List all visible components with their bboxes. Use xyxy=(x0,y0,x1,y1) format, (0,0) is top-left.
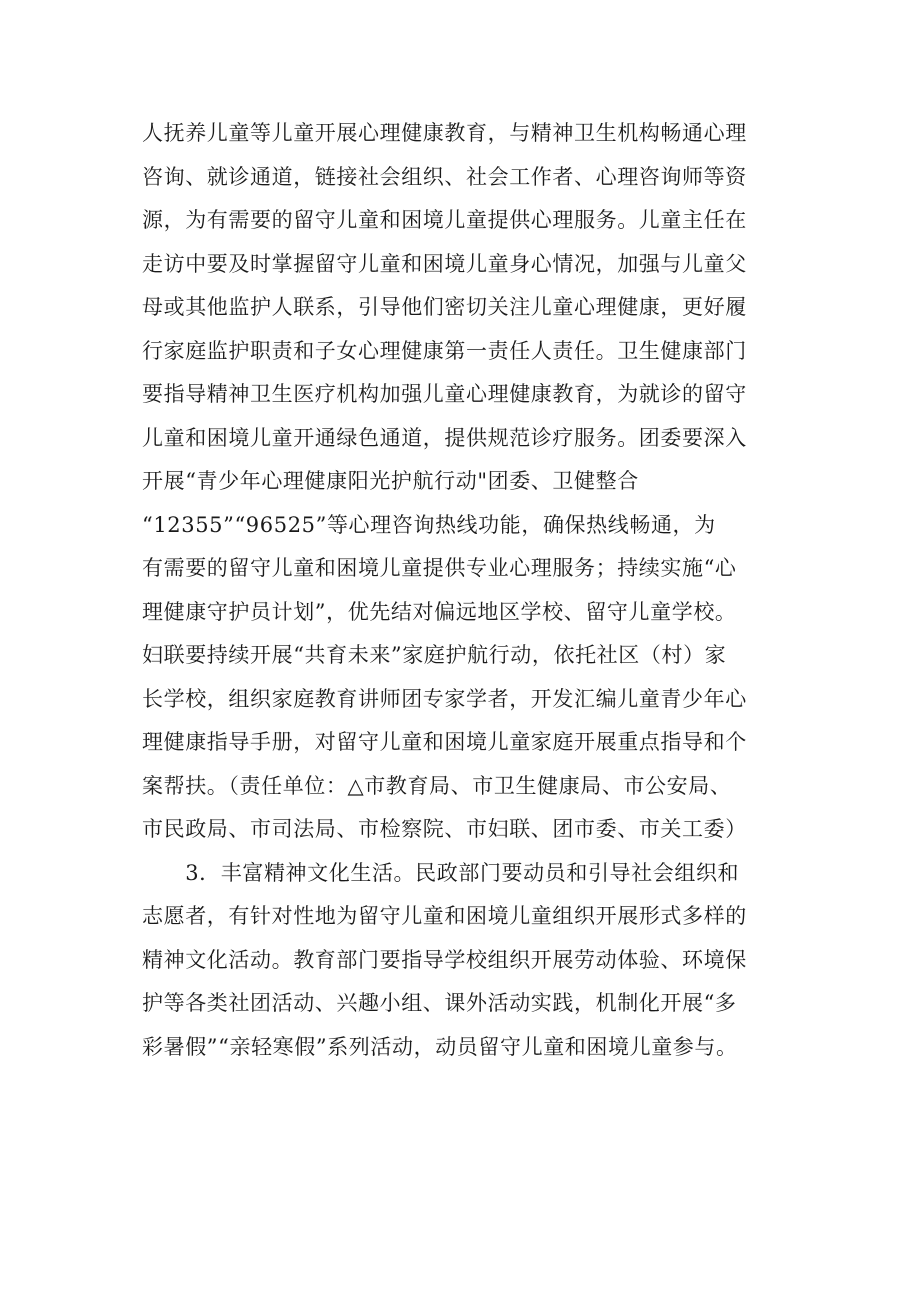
text-line: 行家庭监护职责和子女心理健康第一责任人责任。卫生健康部门 xyxy=(142,338,747,363)
text-line: “12355”“96525”等心理咨询热线功能，确保热线畅通，为 xyxy=(142,512,716,537)
text-line: 理健康指导手册，对留守儿童和困境儿童家庭开展重点指导和个 xyxy=(142,730,747,754)
text-line: 有需要的留守儿童和困境儿童提供专业心理服务；持续实施“心 xyxy=(142,556,737,580)
text-line: 志愿者，有针对性地为留守儿童和困境儿童组织开展形式多样的 xyxy=(142,904,747,928)
text-line: 案帮扶。（责任单位：△市教育局、市卫生健康局、市公安局、 xyxy=(142,773,732,798)
text-line: 咨询、就诊通道，链接社会组织、社会工作者、心理咨询师等资 xyxy=(142,164,747,189)
text-line: 精神文化活动。教育部门要指导学校组织开展劳动体验、环境保 xyxy=(142,947,747,972)
text-line: 要指导精神卫生医疗机构加强儿童心理健康教育，为就诊的留守 xyxy=(142,382,747,406)
text-line: 市民政局、市司法局、市检察院、市妇联、团市委、市关工委） xyxy=(142,817,747,841)
text-line: 母或其他监护人联系，引导他们密切关注儿童心理健康，更好履 xyxy=(142,295,747,319)
body-text xyxy=(142,112,792,1069)
text-line: 长学校，组织家庭教育讲师团专家学者，开发汇编儿童青少年心 xyxy=(142,686,747,711)
text-line: 理健康守护员计划”，优先结对偏远地区学校、留守儿童学校。 xyxy=(142,599,737,624)
text-line: 人抚养儿童等儿童开展心理健康教育，与精神卫生机构畅通心理 xyxy=(142,121,747,145)
text-line: 源，为有需要的留守儿童和困境儿童提供心理服务。儿童主任在 xyxy=(142,208,747,232)
text-line: 彩暑假”“亲轻寒假”系列活动，动员留守儿童和困境儿童参与。 xyxy=(142,1034,738,1059)
text-line: 3．丰富精神文化生活。民政部门要动员和引导社会组织和 xyxy=(142,860,740,885)
text-line: 妇联要持续开展“共育未来”家庭护航行动，依托社区（村）家 xyxy=(142,643,727,667)
text-line: 儿童和困境儿童开通绿色通道，提供规范诊疗服务。团委要深入 xyxy=(142,425,747,450)
text-line: 护等各类社团活动、兴趣小组、课外活动实践，机制化开展“多 xyxy=(142,991,737,1015)
text-line: 走访中要及时掌握留守儿童和困境儿童身心情况，加强与儿童父 xyxy=(142,251,747,276)
text-line: 开展“青少年心理健康阳光护航行动"团委、卫健整合 xyxy=(142,469,639,493)
